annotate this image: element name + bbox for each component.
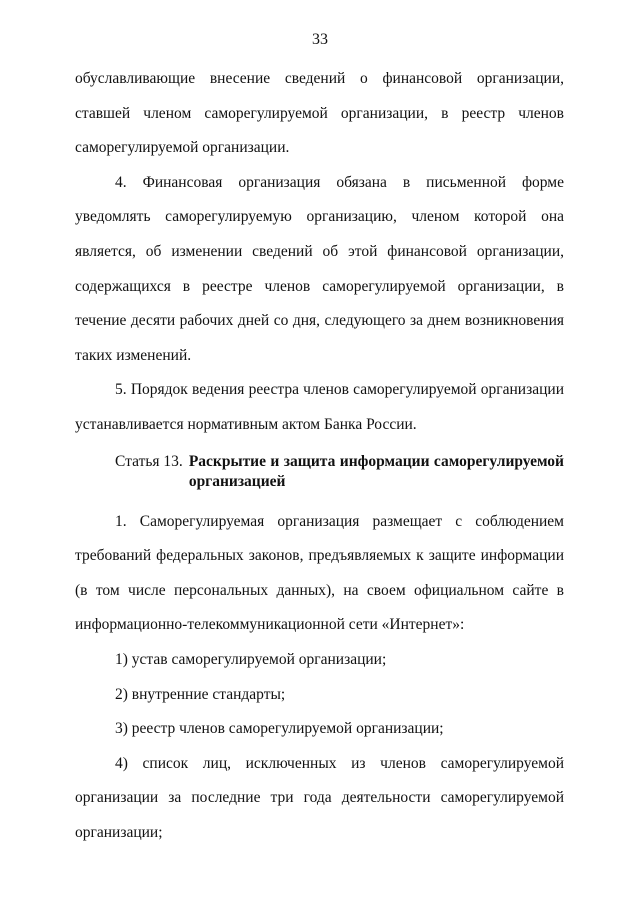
article-label: Статья 13. — [115, 452, 183, 470]
paragraph-item-4: 4. Финансовая организация обязана в письменной форме уведомлять саморегулируемую организацию, членом которой она является, об изменении сведений об этой финансовой организации, содержащихся в реестре членов саморегулируемой организации, в течение десяти рабочих дней со дня, следующего за днем возникновения таких изменений. — [75, 173, 564, 364]
paragraph-continuation: обуславливающие внесение сведений о финансовой организации, ставшей членом саморегулируемой организации, в реестр членов саморегулируемой организации. — [75, 70, 564, 157]
paragraph-item-1: 1. Саморегулируемая организация размещает с соблюдением требований федеральных законов, предъявляемых к защите информации (в том числе персональных данных), на своем официальном сайте в информационно-телекоммуникационной сети «Интернет»: — [75, 512, 564, 634]
article-heading — [115, 444, 564, 501]
article-title: Раскрытие и защита информации саморегулируемой организацией — [188, 452, 564, 490]
list-item-3: 3) реестр членов саморегулируемой организации; — [115, 720, 444, 738]
list-item-1: 1) устав саморегулируемой организации; — [115, 650, 387, 668]
document-body — [75, 62, 564, 850]
page-number: 33 — [312, 31, 328, 48]
list-item-2: 2) внутренние стандарты; — [115, 685, 286, 703]
paragraph-item-5: 5. Порядок ведения реестра членов саморегулируемой организации устанавливается нормативным актом Банка России. — [75, 381, 564, 433]
list-item-4: 4) список лиц, исключенных из членов саморегулируемой организации за последние три года деятельности саморегулируемой организации; — [75, 754, 564, 841]
